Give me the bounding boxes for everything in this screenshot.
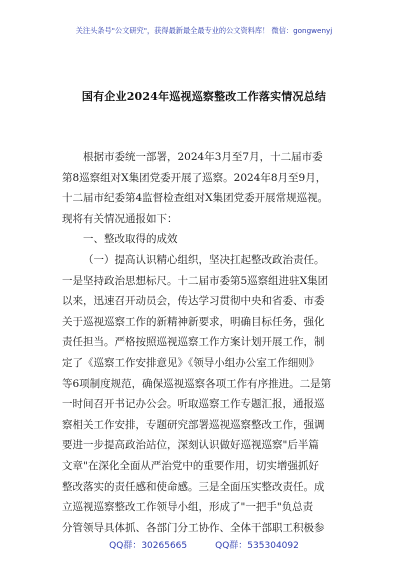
- body-line: 现将有关情况通报如下：: [62, 212, 178, 225]
- body-line: 以来，迅速召开动员会，传达学习贯彻中央和省委、市委: [62, 295, 325, 308]
- body-line: 根据市委统一部署，2024年3月至7月，十二届市委: [83, 151, 323, 163]
- body-line: 关于巡视巡察工作的新精神新要求，明确目标任务，强化: [62, 315, 325, 328]
- header-banner: 关注头条号"公文研究"，获得最新最全最专业的公文资料库！ 微信：gongwenyj: [75, 26, 333, 35]
- body-line: 一是坚持政治思想标尺。十二届市委第5巡察组进驻X集团: [62, 274, 329, 287]
- body-line: 十二届市纪委第4监督检查组对X集团党委开展常规巡视。: [62, 192, 329, 205]
- body-line: 第8巡察组对X集团党委开展了巡察。2024年8月至9月，: [62, 171, 327, 184]
- section-heading: 一、整改取得的成效: [83, 233, 178, 246]
- document-title: 国有企业2024年巡视巡察整改工作落实情况总结: [81, 90, 327, 103]
- document-body: [62, 147, 362, 538]
- body-line: 责任担当。严格按照巡视巡察工作方案计划开展工作，制: [62, 336, 325, 349]
- footer-qq-groups: [0, 538, 408, 551]
- body-line: 察相关工作安排，专题研究部署巡视巡察整改工作，强调: [62, 418, 325, 431]
- body-line: 要进一步提高政治站位，深刻认识做好巡视巡察"后半篇: [62, 439, 319, 452]
- qq-group-2: QQ群：535304092: [215, 541, 299, 551]
- body-line: 整改落实的责任感和使命感。三是全面压实整改责任。成: [62, 480, 325, 493]
- body-line: 立巡视巡察整改工作领导小组，形成了"一把手"负总责: [62, 501, 314, 514]
- qq-group-1: QQ群：30265665: [109, 541, 188, 551]
- body-line: 分管领导具体抓、各部门分工协作、全体干部职工积极参: [62, 521, 325, 534]
- body-line: 一时间召开书记办公会。听取巡察工作专题汇报，通报巡: [62, 398, 325, 411]
- body-line: 文章"在深化全面从严治党中的重要作用，切实增强抓好: [62, 459, 319, 472]
- body-line: 定了《巡察工作安排意见》《领导小组办公室工作细则》: [62, 356, 320, 369]
- body-line: 等6项制度规范，确保巡视巡察各项工作有序推进。二是第: [62, 377, 332, 390]
- subsection-heading: （一）提高认识精心组织，坚决扛起整改政治责任。: [83, 253, 325, 266]
